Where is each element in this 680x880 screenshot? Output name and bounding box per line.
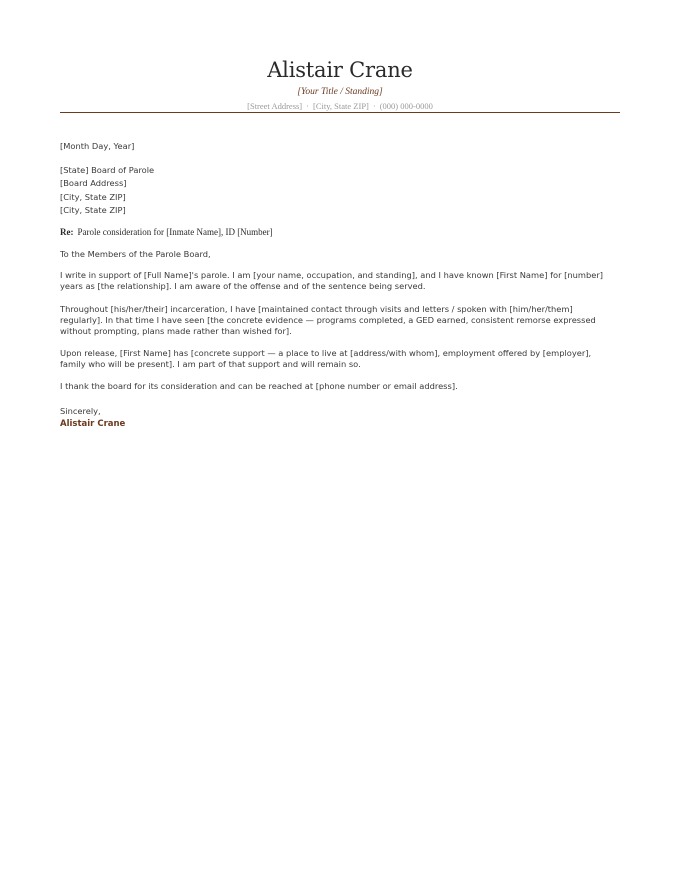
recipient-line: [Board Address] xyxy=(60,178,127,189)
body-paragraph: Upon release, [First Name] has [concrete support — a place to live at [address/with whom], employment offered by [employer], family who will be present]. I am part of that support and will remain so. xyxy=(60,348,592,370)
sender-contact-line xyxy=(60,101,620,111)
salutation: To the Members of the Parole Board, xyxy=(60,249,211,259)
letter-date: [Month Day, Year] xyxy=(60,141,135,151)
recipient-line: [City, State ZIP] xyxy=(60,191,126,202)
subject-text: Parole consideration for [Inmate Name], ID [Number] xyxy=(77,227,273,237)
header-divider xyxy=(60,112,620,113)
sender-name: Alistair Crane xyxy=(267,58,413,82)
body-paragraph: Throughout [his/her/their] incarceration, I have [maintained contact through visits and letters / spoken with [him/her/them] regularly]. In that time I have seen [the concrete evidence — programs completed, a GED earned, consistent remorse expressed without prompting, plans made rather than wished for]. xyxy=(60,304,596,337)
contact-separator: · xyxy=(372,101,376,111)
recipient-line: [State] Board of Parole xyxy=(60,165,155,175)
body-paragraph: I thank the board for its consideration and can be reached at [phone number or email address]. xyxy=(60,381,458,391)
subject-line xyxy=(60,227,273,237)
sender-title: [Your Title / Standing] xyxy=(297,87,383,97)
body-paragraph: I write in support of [Full Name]'s parole. I am [your name, occupation, and standing], and I have known [First Name] for [number] years as [the relationship]. I am aware of the offense and of the sentence being served. xyxy=(60,270,603,292)
subject-label: Re: xyxy=(60,227,74,237)
closing: Sincerely, xyxy=(60,406,101,416)
sender-street: [Street Address] xyxy=(247,101,303,111)
contact-separator: · xyxy=(306,101,309,111)
signature-name: Alistair Crane xyxy=(60,419,126,429)
sender-phone: (000) 000-0000 xyxy=(379,101,433,111)
sender-city: [City, State ZIP] xyxy=(313,101,369,111)
recipient-line: [City, State ZIP] xyxy=(60,204,126,215)
recipient-address xyxy=(60,164,154,217)
